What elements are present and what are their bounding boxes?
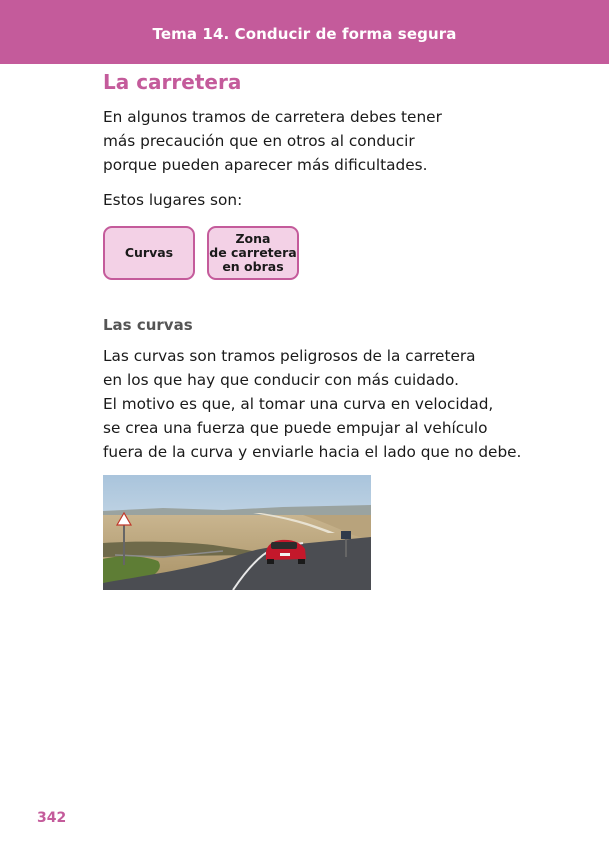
intro-line: más precaución que en otros al conducir <box>103 132 415 150</box>
road-sign-icon <box>341 531 351 539</box>
road-curve-illustration <box>103 475 371 590</box>
place-box-obras <box>207 226 299 280</box>
place-box-label: Curvas <box>124 245 174 260</box>
page-header <box>0 0 609 64</box>
road-curve-photo <box>103 475 371 590</box>
place-box-label: de carretera <box>209 245 297 260</box>
header-title: Tema 14. Conducir de forma segura <box>152 25 457 43</box>
subsection-title: Las curvas <box>103 316 193 334</box>
curves-line: fuera de la curva y enviarle hacia el lado que no debe. <box>103 443 522 461</box>
curves-line: El motivo es que, al tomar una curva en velocidad, <box>103 395 494 413</box>
curves-line: se crea una fuerza que puede empujar al vehículo <box>103 419 488 437</box>
intro-line: porque pueden aparecer más dificultades. <box>103 156 428 174</box>
page-number: 342 <box>37 810 67 826</box>
intro-line: En algunos tramos de carretera debes tener <box>103 108 442 126</box>
places-lead: Estos lugares son: <box>103 191 243 209</box>
curves-paragraph <box>103 344 521 464</box>
intro-paragraph <box>103 105 442 177</box>
place-box-label: en obras <box>222 259 284 274</box>
section-title: La carretera <box>103 70 242 94</box>
curves-line: Las curvas son tramos peligrosos de la carretera <box>103 347 476 365</box>
place-box-curvas <box>103 226 195 280</box>
place-box-label: Zona <box>235 231 271 246</box>
curves-line: en los que hay que conducir con más cuidado. <box>103 371 459 389</box>
